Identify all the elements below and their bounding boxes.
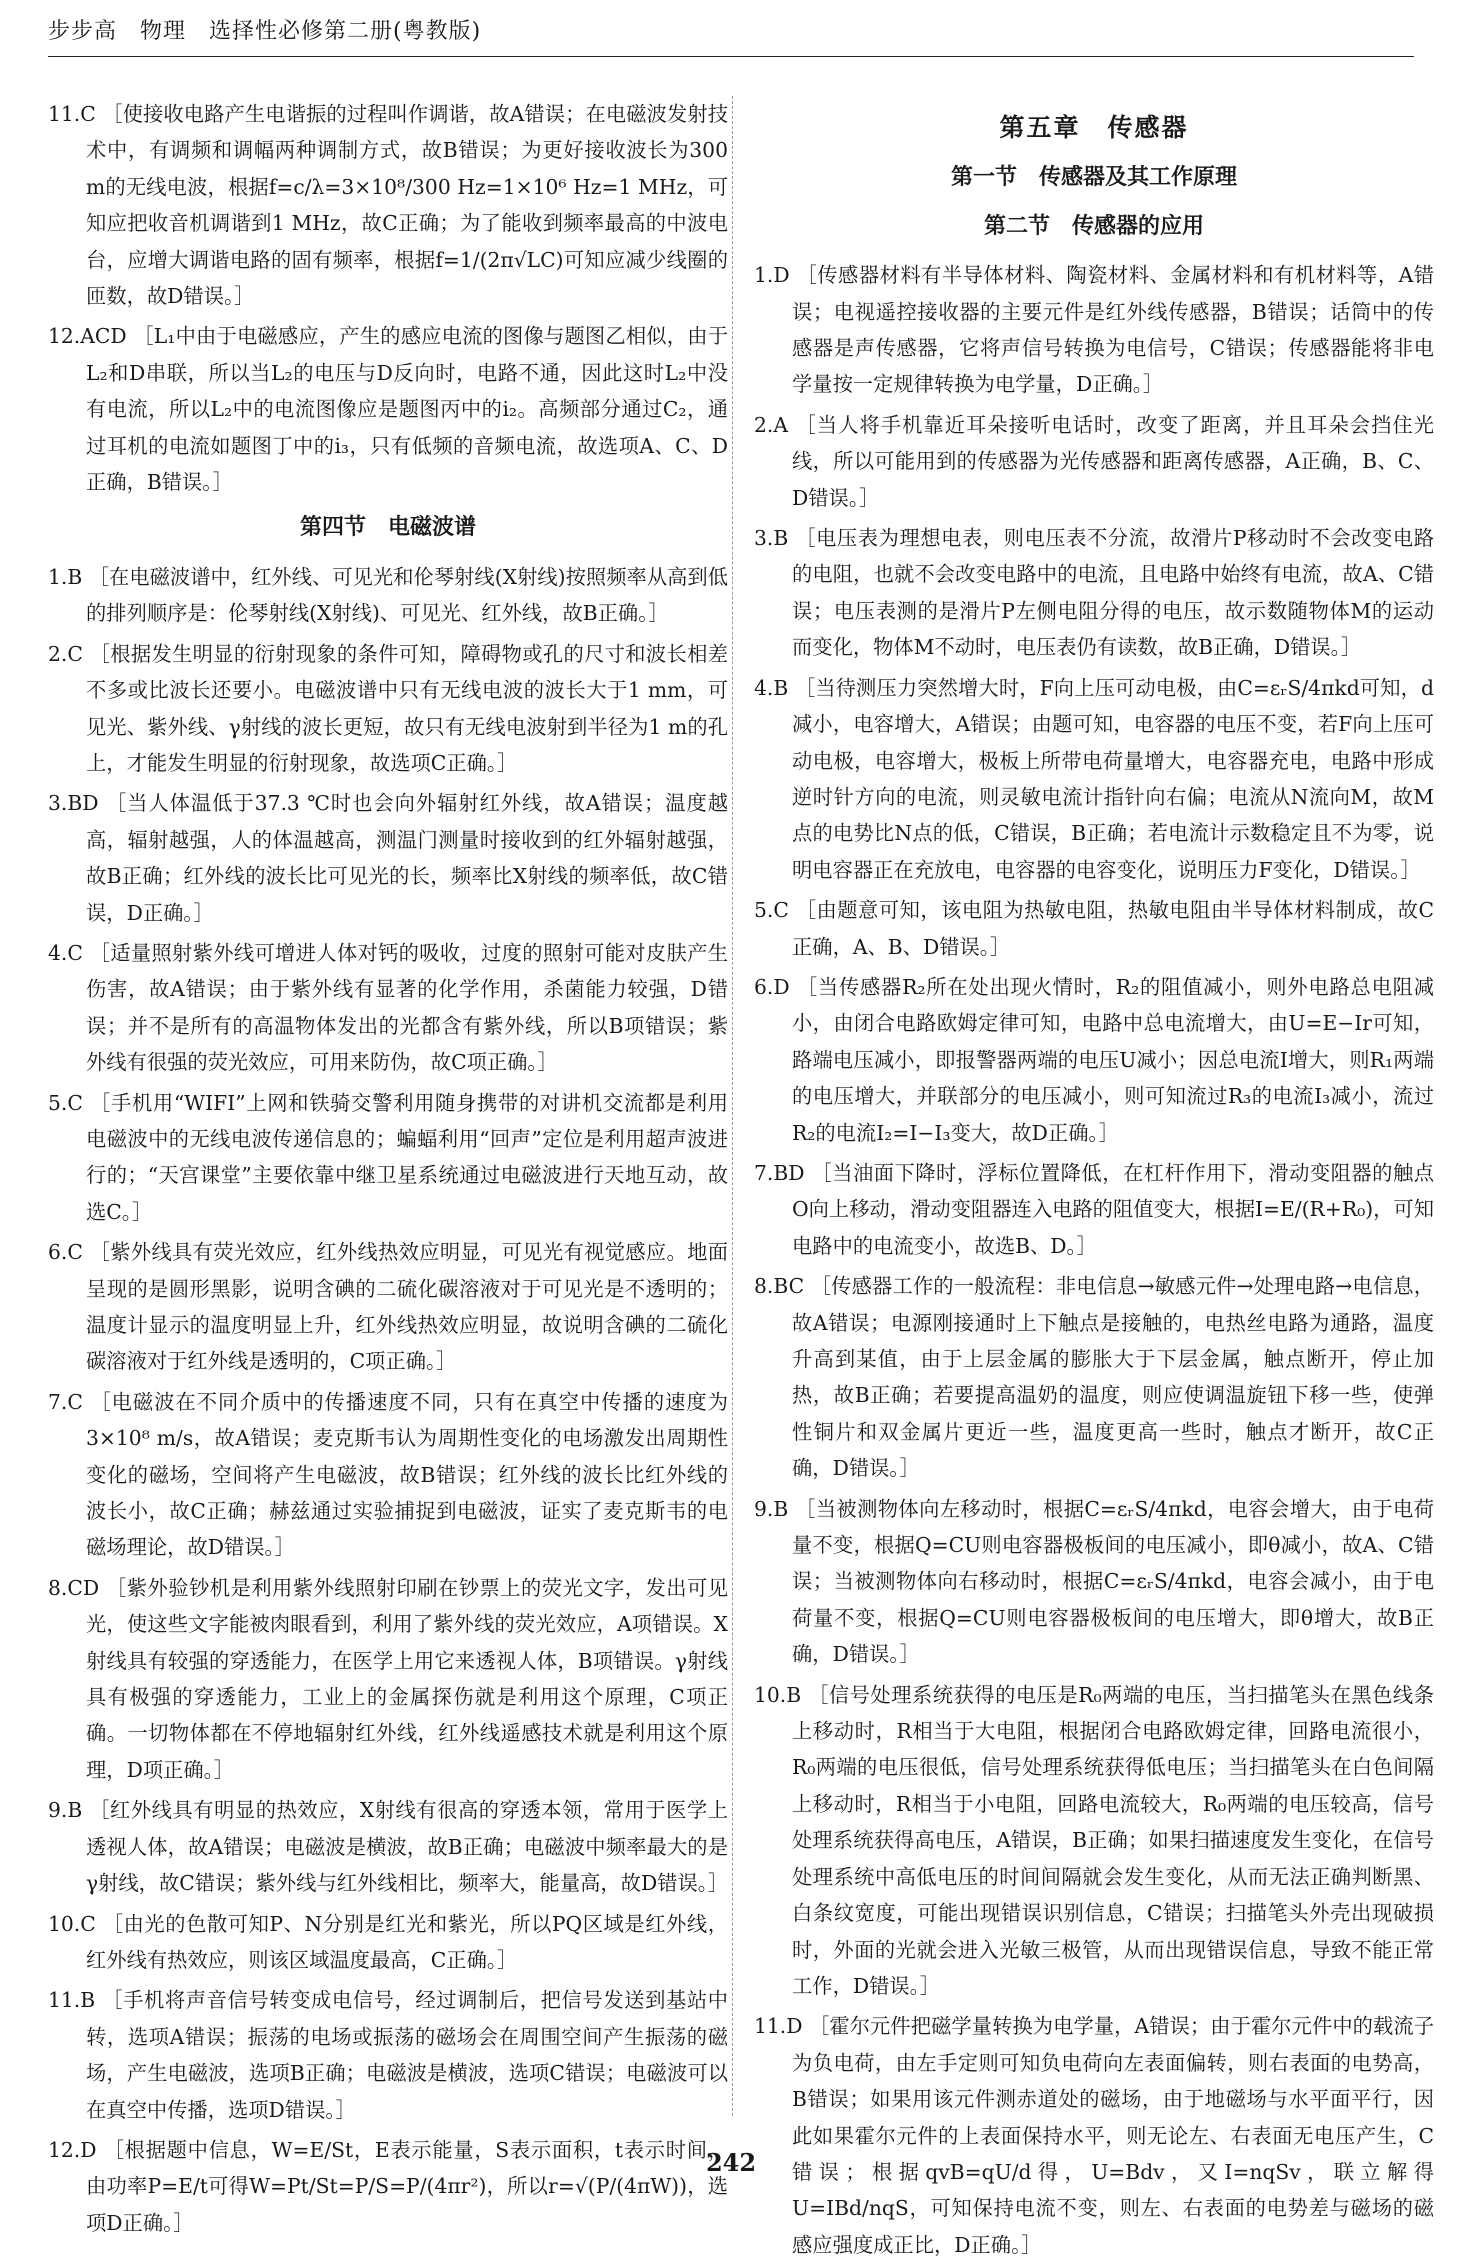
- answer-item: 7.BD ［当油面下降时，浮标位置降低，在杠杆作用下，滑动变阻器的触点O向上移动，滑动变阻器连入电路的阻值变大，根据I=E/(R+R₀)，可知电路中的电流变小，故选B、D。］: [754, 1160, 1434, 1258]
- section-title: 第四节 电磁波谱: [299, 515, 476, 541]
- answer-item: 12.ACD ［L₁中由于电磁感应，产生的感应电流的图像与题图乙相似，由于L₂和D串联，所以当L₂的电压与D反向时，电路不通，因此这时L₂中没有电流，所以L₂中的电流图像应是题图丙中的i₂。高频部分通过C₂，通过耳机的电流如题图丁中的i₃，只有低频的音频电流，故选项A、C、D正确，B错误。］: [48, 324, 728, 495]
- answer-item: 8.CD ［紫外验钞机是利用紫外线照射印刷在钞票上的荧光文字，发出可见光，使这些文字能被肉眼看到，利用了紫外线的荧光效应，A项错误。X射线具有较强的穿透能力，在医学上用它来透视人体，B项错误。γ射线具有极强的穿透能力，工业上的金属探伤就是利用这个原理，C项正确。一切物体都在不停地辐射红外线，红外线遥感技术就是利用这个原理，D项正确。］: [48, 1575, 728, 1782]
- answer-item: 8.BC ［传感器工作的一般流程：非电信息→敏感元件→处理电路→电信息，故A错误；电源刚接通时上下触点是接触的，电热丝电路为通路，温度升高到某值，由于上层金属的膨胀大于下层金属，触点断开，停止加热，故B正确；若要提高温奶的温度，则应使调温旋钮下移一些，使弹性铜片和双金属片更近一些，温度更高一些时，触点才断开，故C正确，D错误。］: [754, 1274, 1434, 1481]
- answer-item: 7.C ［电磁波在不同介质中的传播速度不同，只有在真空中传播的速度为3×10⁸ m/s，故A错误；麦克斯韦认为周期性变化的电场激发出周期性变化的磁场，空间将产生电磁波，故B错误；红外线的波长比红外线的波长小，故C正确；赫兹通过实验捕捉到电磁波，证实了麦克斯韦的电磁场理论，故D错误。］: [48, 1389, 728, 1560]
- answer-item: 10.C ［由光的色散可知P、N分别是红光和紫光，所以PQ区域是红外线，红外线有热效应，则该区域温度最高，C正确。］: [48, 1911, 728, 1972]
- answer-item: 4.C ［适量照射紫外线可增进人体对钙的吸收，过度的照射可能对皮肤产生伤害，故A错误；由于紫外线有显著的化学作用，杀菌能力较强，D错误；并不是所有的高温物体发出的光都含有紫外线，所以B项错误；紫外线有很强的荧光效应，可用来防伪，故C项正确。］: [48, 940, 728, 1075]
- answer-item: 4.B ［当待测压力突然增大时，F向上压可动电极，由C=εᵣS/4πkd可知，d减小，电容增大，A错误；由题可知，电容器的电压不变，若F向上压可动电极，电容增大，极板上所带电荷量增大，电容器充电，电路中形成逆时针方向的电流，则灵敏电流计指针向右偏；电流从N流向M，故M点的电势比N点的低，C错误，B正确；若电流计示数稳定且不为零，说明电容器正在充放电，电容器的电容变化，说明压力F变化，D错误。］: [754, 675, 1434, 882]
- answer-item: 6.D ［当传感器R₂所在处出现火情时，R₂的阻值减小，则外电路总电阻减小，由闭合电路欧姆定律可知，电路中总电流增大，由U=E−Ir可知，路端电压减小，即报警器两端的电压U减小；因总电流I增大，则R₁两端的电压增大，并联部分的电压减小，则可知流过R₃的电流I₃减小，流过R₂的电流I₂=I−I₃变大，故D正确。］: [754, 974, 1434, 1145]
- answer-item: 11.B ［手机将声音信号转变成电信号，经过调制后，把信号发送到基站中转，选项A错误；振荡的电场或振荡的磁场会在周围空间产生振荡的磁场，产生电磁波，选项B正确；电磁波是横波，选项C错误；电磁波可以在真空中传播，选项D错误。］: [48, 1988, 728, 2122]
- answer-item: 2.C ［根据发生明显的衍射现象的条件可知，障碍物或孔的尺寸和波长相差不多或比波长还要小。电磁波谱中只有无线电波的波长大于1 mm，可见光、紫外线、γ射线的波长更短，故只有无线电波射到半径为1 m的孔上，才能发生明显的衍射现象，故选项C正确。］: [48, 641, 728, 775]
- answer-item: 2.A ［当人将手机靠近耳朵接听电话时，改变了距离，并且耳朵会挡住光线，所以可能用到的传感器为光传感器和距离传感器，A正确，B、C、D错误。］: [754, 412, 1434, 510]
- answer-item: 1.D ［传感器材料有半导体材料、陶瓷材料、金属材料和有机材料等，A错误；电视遥控接收器的主要元件是红外线传感器，B错误；话筒中的传感器是声传感器，它将声信号转换为电信号，C错误；传感器能将非电学量按一定规律转换为电学量，D正确。］: [754, 263, 1434, 397]
- answer-item: 11.D ［霍尔元件把磁学量转换为电学量，A错误；由于霍尔元件中的载流子为负电荷，由左手定则可知负电荷向左表面偏转，则右表面的电势高，B错误；如果用该元件测赤道处的磁场，由于地磁场与水平面平行，因此如果霍尔元件的上表面保持水平，则无论左、右表面无电压产生，C错误；根据qvB=qU/d得，U=Bdv，又I=nqSv，联立解得U=IBd/nqS，可知保持电流不变，则左、右表面的电势差与磁场的磁感应强度成正比，D正确。］: [754, 2014, 1434, 2257]
- answer-item: 12.D ［根据题中信息，W=E/St，E表示能量，S表示面积，t表示时间，由功率P=E/t可得W=Pt/St=P/S=P/(4πr²)，所以r=√(P/(4πW))，选项D正确。］: [48, 2137, 728, 2235]
- page-number: 242: [705, 2148, 757, 2177]
- column-divider: [732, 96, 733, 2116]
- running-header: 步步高 物理 选择性必修第二册(粤教版): [48, 19, 482, 44]
- answer-item: 3.B ［电压表为理想电表，则电压表不分流，故滑片P移动时不会改变电路的电阻，也就不会改变电路中的电流，且电路中始终有电流，故A、C错误；电压表测的是滑片P左侧电阻分得的电压，故示数随物体M的运动而变化，物体M不动时，电压表仍有读数，故B正确，D错误。］: [754, 526, 1434, 660]
- answer-item: 9.B ［当被测物体向左移动时，根据C=εᵣS/4πkd，电容会增大，由于电荷量不变，根据Q=CU则电容器极板间的电压减小，即θ减小，故A、C错误；当被测物体向右移动时，根据C=εᵣS/4πkd，电容会减小，由于电荷量不变，根据Q=CU则电容器极板间的电压增大，即θ增大，故B正确，D错误。］: [754, 1496, 1434, 1667]
- answer-item: 11.C ［使接收电路产生电谐振的过程叫作调谐，故A错误；在电磁波发射技术中，有调频和调幅两种调制方式，故B错误；为更好接收波长为300 m的无线电波，根据f=c/λ=3×10⁸/300 Hz=1×10⁶ Hz=1 MHz，可知应把收音机调谐到1 MHz，故C正确；为了能收到频率最高的中波电台，应增大调谐电路的固有频率，根据f=1/(2π√LC)可知应减少线圈的匝数，故D错误。］: [48, 102, 728, 309]
- answer-item: 3.BD ［当人体温低于37.3 ℃时也会向外辐射红外线，故A错误；温度越高，辐射越强，人的体温越高，测温门测量时接收到的红外辐射越强，故B正确；红外线的波长比可见光的长，频率比X射线的频率低，故C错误，D正确。］: [48, 791, 728, 925]
- right-column: [754, 96, 1434, 2267]
- section-title: 第二节 传感器的应用: [983, 213, 1204, 239]
- answer-item: 6.C ［紫外线具有荧光效应，红外线热效应明显，可见光有视觉感应。地面呈现的是圆形黑影，说明含碘的二硫化碳溶液对于可见光是不透明的；温度计显示的温度明显上升，红外线热效应明显，故说明含碘的二硫化碳溶液对于红外线是透明的，C项正确。］: [48, 1240, 728, 1374]
- answer-item: 9.B ［红外线具有明显的热效应，X射线有很高的穿透本领，常用于医学上透视人体，故A错误；电磁波是横波，故B正确；电磁波中频率最大的是γ射线，故C错误；紫外线与红外线相比，频率大，能量高，故D错误。］: [48, 1798, 729, 1896]
- answer-item: 5.C ［手机用“WIFI”上网和铁骑交警利用随身携带的对讲机交流都是利用电磁波中的无线电波传递信息的；蝙蝠利用“回声”定位是利用超声波进行的；“天宫课堂”主要依靠中继卫星系统通过电磁波进行天地互动，故选C。］: [48, 1090, 728, 1224]
- header-rule: [48, 56, 1414, 57]
- answer-item: 5.C ［由题意可知，该电阻为热敏电阻，热敏电阻由半导体材料制成，故C正确，A、B、D错误。］: [754, 898, 1434, 959]
- answer-item: 10.B ［信号处理系统获得的电压是R₀两端的电压，当扫描笔头在黑色线条上移动时，R相当于大电阻，根据闭合电路欧姆定律，回路电流很小，R₀两端的电压很低，信号处理系统获得低电压；当扫描笔头在白色间隔上移动时，R相当于小电阻，回路电流较大，R₀两端的电压较高，信号处理系统获得高电压，A错误，B正确；如果扫描速度发生变化，在信号处理系统中高低电压的时间间隔就会发生变化，从而无法正确判断黑、白条纹宽度，可能出现错误识别信息，C错误；扫描笔头外壳出现破损时，外面的光就会进入光敏三极管，从而出现错误信息，导致不能正常工作，D错误。］: [754, 1682, 1434, 1998]
- section-title: 第一节 传感器及其工作原理: [950, 165, 1237, 191]
- answer-item: 1.B ［在电磁波谱中，红外线、可见光和伦琴射线(X射线)按照频率从高到低的排列顺序是：伦琴射线(X射线)、可见光、红外线，故B正确。］: [48, 564, 728, 626]
- chapter-title: 第五章 传感器: [999, 113, 1189, 142]
- left-column: [48, 96, 728, 2245]
